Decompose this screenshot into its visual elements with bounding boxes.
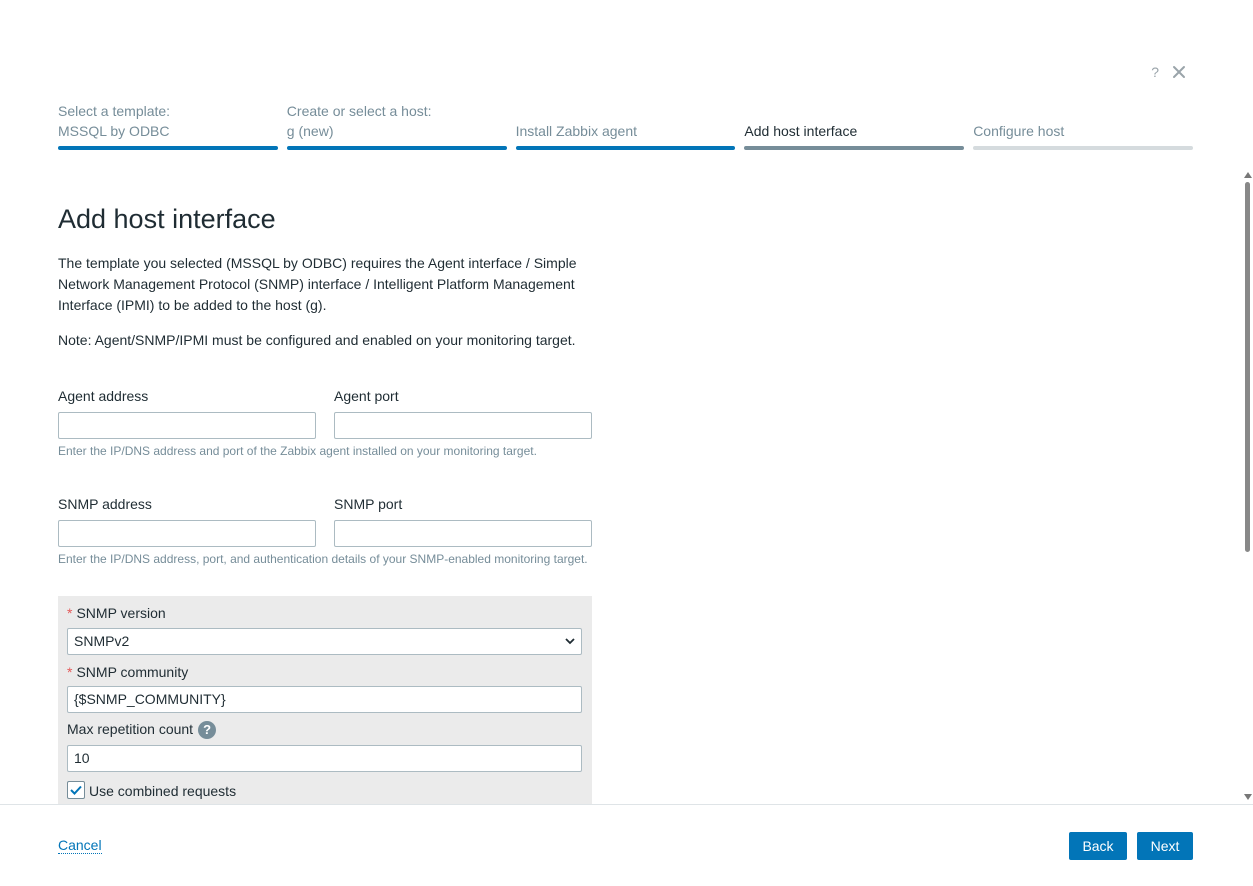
step-value: Add host interface [744, 123, 858, 139]
agent-address-label: Agent address [58, 388, 149, 404]
step-label: Select a template: [58, 103, 171, 119]
snmp-port-label: SNMP port [334, 496, 403, 512]
snmp-version-label-text: SNMP version [76, 605, 166, 621]
back-button[interactable]: Back [1069, 832, 1127, 860]
agent-hint: Enter the IP/DNS address and port of the Zabbix agent installed on your monitoring target. [58, 444, 537, 458]
required-marker: * [67, 605, 73, 621]
combined-requests-checkbox[interactable] [67, 781, 85, 799]
step-progress-bar [58, 146, 278, 150]
max-repetition-input[interactable] [67, 745, 582, 772]
snmp-community-value: {$SNMP_COMMUNITY} [74, 691, 226, 707]
max-repetition-label [67, 721, 216, 739]
step-label [744, 101, 964, 121]
help-icon[interactable]: ? [1151, 64, 1159, 80]
cancel-link[interactable]: Cancel [58, 837, 102, 853]
snmp-port-input[interactable] [334, 520, 592, 547]
step-progress-bar [516, 146, 736, 150]
content-scroll-area [0, 170, 1253, 804]
combined-requests-label: Use combined requests [89, 783, 237, 799]
snmp-version-label [67, 605, 166, 621]
agent-port-label: Agent port [334, 388, 399, 404]
snmp-community-label [67, 664, 188, 680]
snmp-hint: Enter the IP/DNS address, port, and authentication details of your SNMP-enabled monitoring target. [58, 552, 588, 566]
scroll-down-icon[interactable] [1244, 794, 1252, 800]
window-controls [1151, 64, 1187, 80]
agent-port-input[interactable] [334, 412, 592, 439]
snmp-community-input[interactable] [67, 686, 582, 713]
vertical-scrollbar[interactable] [1241, 170, 1253, 804]
step-value: MSSQL by ODBC [58, 123, 170, 139]
step-value: g (new) [286, 123, 334, 139]
scroll-up-icon[interactable] [1244, 172, 1252, 178]
step-value: Install Zabbix agent [515, 123, 637, 139]
page-note: Note: Agent/SNMP/IPMI must be configured and enabled on your monitoring target. [58, 332, 576, 348]
snmp-version-select[interactable] [67, 628, 582, 655]
step-progress-bar [744, 146, 964, 150]
agent-address-input[interactable] [58, 412, 316, 439]
max-repetition-value: 10 [74, 750, 90, 766]
step-progress-bar [973, 146, 1193, 150]
page-title: Add host interface [58, 204, 276, 234]
step-install-agent [516, 101, 736, 150]
wizard-steps [58, 101, 1193, 150]
help-icon[interactable]: ? [198, 721, 216, 739]
step-select-template [58, 101, 278, 150]
required-marker: * [67, 664, 73, 680]
step-create-host [287, 101, 507, 150]
step-label [973, 101, 1193, 121]
max-repetition-label-text: Max repetition count [67, 721, 194, 737]
step-label [516, 101, 736, 121]
step-add-interface [744, 101, 964, 150]
footer-bar [0, 804, 1253, 886]
step-value: Configure host [973, 123, 1065, 139]
step-configure-host [973, 101, 1193, 150]
checkmark-icon [68, 782, 84, 798]
step-progress-bar [287, 146, 507, 150]
next-button[interactable]: Next [1137, 832, 1193, 860]
chevron-down-icon [565, 637, 575, 645]
snmp-address-label: SNMP address [58, 496, 152, 512]
scroll-thumb[interactable] [1245, 182, 1250, 552]
close-icon[interactable] [1171, 64, 1187, 80]
snmp-settings-panel [58, 596, 592, 804]
snmp-version-value: SNMPv2 [74, 633, 130, 649]
page-description: The template you selected (MSSQL by ODBC) requires the Agent interface / Simple Network Management Protocol (SNMP) interface / Intelligent Platform Management Interface (IPMI) to be added to the host (g). [58, 255, 577, 313]
step-label: Create or select a host: [286, 103, 432, 119]
snmp-community-label-text: SNMP community [76, 664, 189, 680]
snmp-address-input[interactable] [58, 520, 316, 547]
